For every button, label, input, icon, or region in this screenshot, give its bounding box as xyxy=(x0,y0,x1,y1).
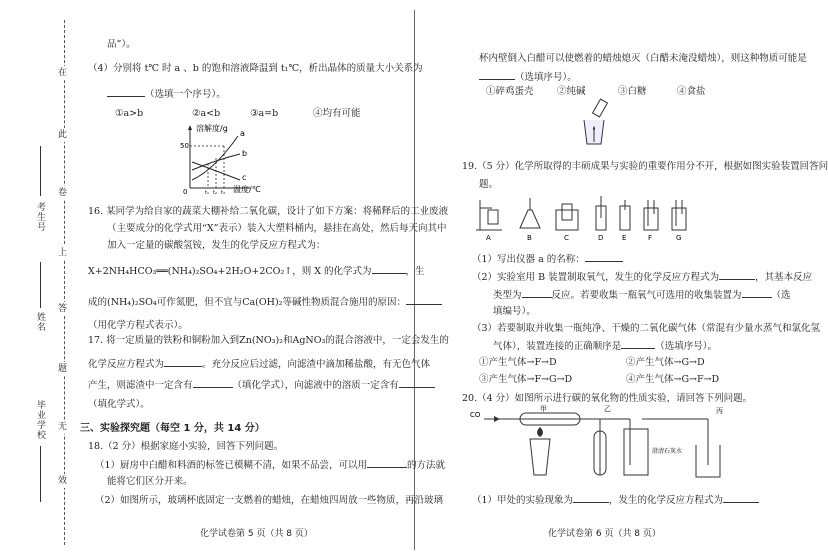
q16-text: 16. 某同学为给自家的蔬菜大棚补给二氧化碳，设计了如下方案：将稀释后的工业废液 xyxy=(88,206,449,217)
option: ④产生气体→G→F→D xyxy=(626,374,720,385)
name-label: 姓名 xyxy=(35,312,45,332)
answer-blank[interactable] xyxy=(479,70,515,80)
option: ③产生气体→F→G→D xyxy=(479,374,573,385)
q16-equation: X+2NH₄HCO₃══(NH₄)₂SO₄+2H₂O+2CO₂↑，则 X 的化学式为 xyxy=(88,266,372,277)
q19-text: （1）写出仪器 a 的名称： xyxy=(472,254,585,265)
option: ①碎鸡蛋壳 xyxy=(486,86,534,97)
q18-continued: 杯内壁倒入白醋可以使燃着的蜡烛熄灭（白醋未淹没蜡烛），则这种物质可能是 xyxy=(479,53,807,64)
x-tick-label: t₃ xyxy=(221,190,225,196)
answer-blank[interactable] xyxy=(723,493,759,503)
curve-label-a: a xyxy=(240,129,245,138)
apparatus-c xyxy=(556,204,578,230)
apparatus-g xyxy=(672,200,686,230)
q17-line3 xyxy=(88,378,435,393)
option: ④食盐 xyxy=(677,86,706,97)
answer-blank[interactable] xyxy=(107,87,145,97)
q18-text: 能将它们区分开来。 xyxy=(107,476,193,487)
bing-label: 丙 xyxy=(716,407,723,415)
option: ①产生气体→F→D xyxy=(479,357,557,368)
answer-blank[interactable] xyxy=(367,458,407,468)
y-arrow xyxy=(188,125,192,130)
apparatus-f xyxy=(644,200,658,230)
answer-blank[interactable] xyxy=(522,288,552,298)
seal-char: 上 xyxy=(58,248,68,258)
q16-text: ，生 xyxy=(405,266,425,277)
q16-text: 成的(NH₄)₂SO₄可作氮肥，但不宜与Ca(OH)₂等碱性物质混合施用的原因： xyxy=(88,297,406,308)
answer-blank[interactable] xyxy=(719,270,755,280)
q15-part4-text: （4）分别将 t℃ 时 a 、b 的饱和溶液降温到 t₁℃，析出晶体的质量大小关系为 xyxy=(88,63,423,74)
seal-char: 效 xyxy=(58,476,68,486)
seal-char: 此 xyxy=(58,130,68,140)
q19-s2-line xyxy=(472,270,812,285)
q19-s3-line xyxy=(493,288,791,303)
seal-char: 卷 xyxy=(58,188,68,198)
answer-blank[interactable] xyxy=(585,252,623,262)
apparatus-e xyxy=(620,200,630,230)
option: ②纯碱 xyxy=(557,86,586,97)
burner xyxy=(530,439,550,475)
seal-char: 无 xyxy=(58,422,68,432)
seal-char: 在 xyxy=(58,68,68,78)
curve-c xyxy=(192,162,240,180)
apparatus-label: F xyxy=(648,234,653,242)
question-text: 品”）。 xyxy=(107,39,136,50)
answer-blank[interactable] xyxy=(372,264,406,274)
q19-text: 19.（5 分）化学所取得的丰硕成果与实验的重要作用分不开，根据如图实验装置回答问 xyxy=(462,161,828,172)
flame xyxy=(537,427,543,437)
y-tick-label: 50 xyxy=(180,142,189,150)
q19-text: ，其基本反应 xyxy=(755,272,813,283)
apparatus-label: D xyxy=(598,234,604,242)
q19-s1-line xyxy=(472,252,623,267)
q17-text: 产生，则滤渣中一定含有 xyxy=(88,380,193,391)
origin-label: 0 xyxy=(183,188,188,196)
solubility-graph xyxy=(180,122,280,194)
glass-cup-illustration xyxy=(574,98,614,148)
co-experiment-figure xyxy=(470,405,760,485)
q16-text: （主要成分的化学式用“X”表示）装入大塑料桶内，悬挂在高处，然后每天向其中 xyxy=(107,223,447,234)
q18-text: 的方法就 xyxy=(407,460,446,471)
q19-text: （选填序号）。 xyxy=(655,341,718,352)
candidate-number-label: 考生号 xyxy=(35,202,45,232)
x-tick-label: t₁ xyxy=(205,190,209,196)
hint-text: （选填一个序号）。 xyxy=(145,89,226,100)
pouring-bottle xyxy=(593,99,608,117)
q17-line2 xyxy=(88,357,430,372)
apparatus-a xyxy=(476,200,502,230)
answer-blank[interactable] xyxy=(193,378,233,388)
q20-s1-line xyxy=(472,493,759,508)
page-6 xyxy=(414,0,828,560)
apparatus-b xyxy=(520,198,540,228)
q17-text: （填化学式），向滤液中的溶质一定含有 xyxy=(232,380,399,391)
apparatus-label: E xyxy=(622,234,627,242)
section-heading: 三、实验探究题（每空 1 分，共 14 分） xyxy=(80,423,265,434)
q19-text: 题。 xyxy=(479,179,499,190)
q18-text: （2）如图所示，玻璃杯底固定一支燃着的蜡烛，在蜡烛四周放一些物质，再沿玻璃 xyxy=(95,495,444,506)
q16-line5 xyxy=(88,295,442,310)
curve-a xyxy=(192,136,238,180)
q18-line2 xyxy=(95,458,445,473)
option: ③白糖 xyxy=(618,86,647,97)
q17-text: 17. 将一定质量的铁粉和铜粉加入到Zn(NO₃)₂和AgNO₃的混合溶液中，一定会发生的 xyxy=(88,335,449,346)
answer-blank[interactable] xyxy=(742,288,772,298)
q20-text: 20.（4 分）如图所示进行碳的氧化物的性质实验，请回答下列问题。 xyxy=(462,393,753,404)
q18-text: 18.（2 分）根据家庭小实验，回答下列问题。 xyxy=(88,441,284,452)
answer-blank[interactable] xyxy=(621,339,655,349)
answer-blank[interactable] xyxy=(164,357,202,367)
q19-text: （2）实验室用 B 装置制取氧气，发生的化学反应方程式为 xyxy=(472,272,720,283)
q18-text: （1）厨房中白醋和料酒的标签已模糊不清，如果不品尝，可以用 xyxy=(95,460,368,471)
apparatus-label: A xyxy=(486,234,491,242)
page-footer: 化学试卷第 5 页（共 8 页） xyxy=(200,529,313,539)
jia-label: 甲 xyxy=(540,405,547,413)
co-label: CO xyxy=(470,411,481,419)
q20-text: ，发生的化学反应方程式为 xyxy=(609,495,724,506)
option: ①a>b xyxy=(115,108,144,119)
wash-bottle xyxy=(624,429,648,475)
q18-answer-line xyxy=(479,70,577,85)
school-label: 毕业学校 xyxy=(35,400,45,440)
limewater-label: 澄清石灰水 xyxy=(652,448,683,455)
q19-s6-line xyxy=(493,339,717,354)
curve-label-c: c xyxy=(242,173,247,182)
q16-text: 加入一定量的碳酸氢铵，发生的化学反应方程式为： xyxy=(107,240,326,251)
option: ④均有可能 xyxy=(313,108,361,119)
q17-text: 。充分反应后过滤，向滤渣中滴加稀盐酸，有无色气体 xyxy=(202,359,431,370)
y-axis-label: 溶解度/g xyxy=(196,124,228,133)
q19-text: 反应。若要收集一瓶氧气可选用的收集装置为 xyxy=(551,290,742,301)
apparatus-d xyxy=(596,196,606,230)
apparatus-label: C xyxy=(564,234,569,242)
lab-apparatus-figure xyxy=(476,196,726,242)
q16-equation-line xyxy=(88,264,425,279)
option: ②a<b xyxy=(192,108,221,119)
flow-arrow xyxy=(494,416,500,422)
apparatus-label: B xyxy=(527,234,532,242)
curve-label-b: b xyxy=(242,149,248,158)
q17-text: 化学反应方程式为 xyxy=(88,359,165,370)
seal-char: 题 xyxy=(58,364,68,374)
q19-text: 填编号）。 xyxy=(493,306,536,317)
x-tick-label: t₂ xyxy=(213,190,217,196)
q19-text: 类型为 xyxy=(493,290,522,301)
option: ②产生气体→G→D xyxy=(626,357,705,368)
q19-text: （3）若要制取并收集一瓶纯净、干燥的二氧化碳气体（常混有少量水蒸气和氯化氢 xyxy=(472,323,821,334)
q19-text: （选 xyxy=(771,290,791,301)
apparatus-label: G xyxy=(676,234,682,242)
q17-text: （填化学式）。 xyxy=(88,399,150,410)
page-footer: 化学试卷第 6 页（共 8 页） xyxy=(548,529,661,539)
seal-char: 答 xyxy=(58,304,68,314)
q19-text: 气体），装置连接的正确顺序是 xyxy=(493,341,622,352)
q16-text: （用化学方程式表示）。 xyxy=(88,320,188,331)
q20-text: （1）甲处的实验现象为 xyxy=(472,495,574,506)
yi-label: 乙 xyxy=(604,405,611,413)
x-axis-label: 温度/℃ xyxy=(233,185,261,194)
q15-part4-hint-line xyxy=(107,87,226,102)
option: ③a=b xyxy=(250,108,279,119)
hint-text: （选填序号）。 xyxy=(515,72,577,83)
answer-blank[interactable] xyxy=(573,493,609,503)
